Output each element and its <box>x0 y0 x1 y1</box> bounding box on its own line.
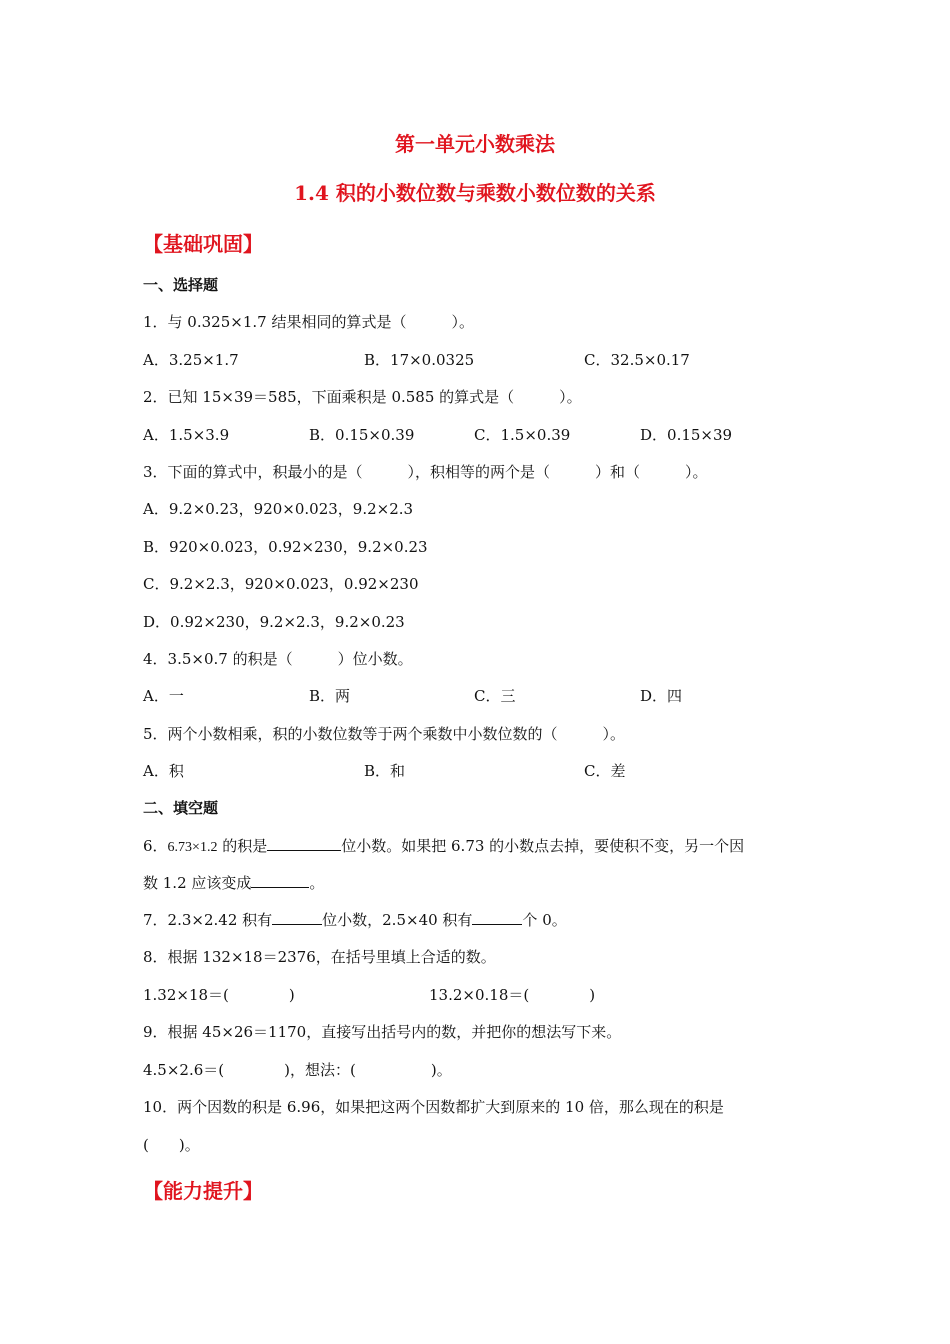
q6-text-2: 位小数。如果把 6.73 的小数点去掉，要使积不变，另一个因 <box>341 837 745 855</box>
q3-option-a: A．9.2×0.23，920×0.023，9.2×2.3 <box>143 500 414 518</box>
q4-option-b: B．两 <box>309 687 351 705</box>
q2-option-c: C．1.5×0.39 <box>474 426 571 444</box>
q6-line1 <box>143 835 744 856</box>
q2-option-b: B．0.15×0.39 <box>309 426 415 444</box>
q2-stem: 2．已知 15×39＝585，下面乘积是 0.585 的算式是（ ）。 <box>143 388 582 406</box>
q7-line <box>143 909 567 930</box>
q6-text-4: 。 <box>309 874 325 892</box>
unit-title: 第一单元小数乘法 <box>395 132 555 156</box>
q2-option-d: D．0.15×39 <box>640 426 733 444</box>
q6-number: 6． <box>143 837 168 855</box>
q3-stem: 3．下面的算式中，积最小的是（ ），积相等的两个是（ ）和（ ）。 <box>143 463 708 481</box>
q3-option-b: B．920×0.023，0.92×230，9.2×0.23 <box>143 538 428 556</box>
q7-text-3: 个 0。 <box>522 911 567 929</box>
q4-option-d: D．四 <box>640 687 683 705</box>
q1-option-b: B．17×0.0325 <box>364 351 475 369</box>
q5-option-c: C．差 <box>584 762 626 780</box>
part2-heading: 二、填空题 <box>143 799 219 817</box>
q1-option-a: A．3.25×1.7 <box>143 351 239 369</box>
q1-option-c: C．32.5×0.17 <box>584 351 690 369</box>
q8-left: 1.32×18＝( ) <box>143 986 295 1004</box>
q6-blank-1[interactable] <box>267 836 341 851</box>
q3-option-d: D．0.92×230，9.2×2.3，9.2×0.23 <box>143 613 405 631</box>
q3-option-c: C．9.2×2.3，920×0.023，0.92×230 <box>143 575 419 593</box>
q9-stem: 9．根据 45×26＝1170，直接写出括号内的数，并把你的想法写下来。 <box>143 1023 622 1041</box>
q1-stem: 1．与 0.325×1.7 结果相同的算式是（ ）。 <box>143 313 474 331</box>
section-advanced: 【能力提升】 <box>143 1179 263 1203</box>
q6-blank-2[interactable] <box>251 873 309 888</box>
q6-text: 的积是 <box>217 837 268 855</box>
q4-option-c: C．三 <box>474 687 516 705</box>
q5-option-b: B．和 <box>364 762 406 780</box>
q7-blank-1[interactable] <box>272 910 322 925</box>
q6-text-3: 数 1.2 应该变成 <box>143 874 252 892</box>
q9-answer: 4.5×2.6＝( )，想法：( )。 <box>143 1061 452 1079</box>
q7-text-2: 位小数，2.5×40 积有 <box>322 911 473 929</box>
q7-text-1: 7．2.3×2.42 积有 <box>143 911 273 929</box>
q10-line2: ( )。 <box>143 1136 200 1154</box>
q4-option-a: A．一 <box>143 687 184 705</box>
q5-stem: 5．两个小数相乘，积的小数位数等于两个乘数中小数位数的（ ）。 <box>143 725 626 743</box>
section-basic: 【基础巩固】 <box>143 232 263 256</box>
q6-expression: 6.73×1.2 <box>167 840 218 855</box>
q5-option-a: A．积 <box>143 762 184 780</box>
q2-option-a: A．1.5×3.9 <box>143 426 230 444</box>
q8-right: 13.2×0.18＝( ) <box>429 986 596 1004</box>
q7-blank-2[interactable] <box>472 910 522 925</box>
part1-heading: 一、选择题 <box>143 276 219 294</box>
lesson-title: 1.4 积的小数位数与乘数小数位数的关系 <box>294 181 656 205</box>
q10-line1: 10．两个因数的积是 6.96，如果把这两个因数都扩大到原来的 10 倍，那么现在的积是 <box>143 1098 724 1116</box>
q4-stem: 4．3.5×0.7 的积是（ ）位小数。 <box>143 650 413 668</box>
q6-line2 <box>143 872 324 893</box>
q8-stem: 8．根据 132×18＝2376，在括号里填上合适的数。 <box>143 948 496 966</box>
